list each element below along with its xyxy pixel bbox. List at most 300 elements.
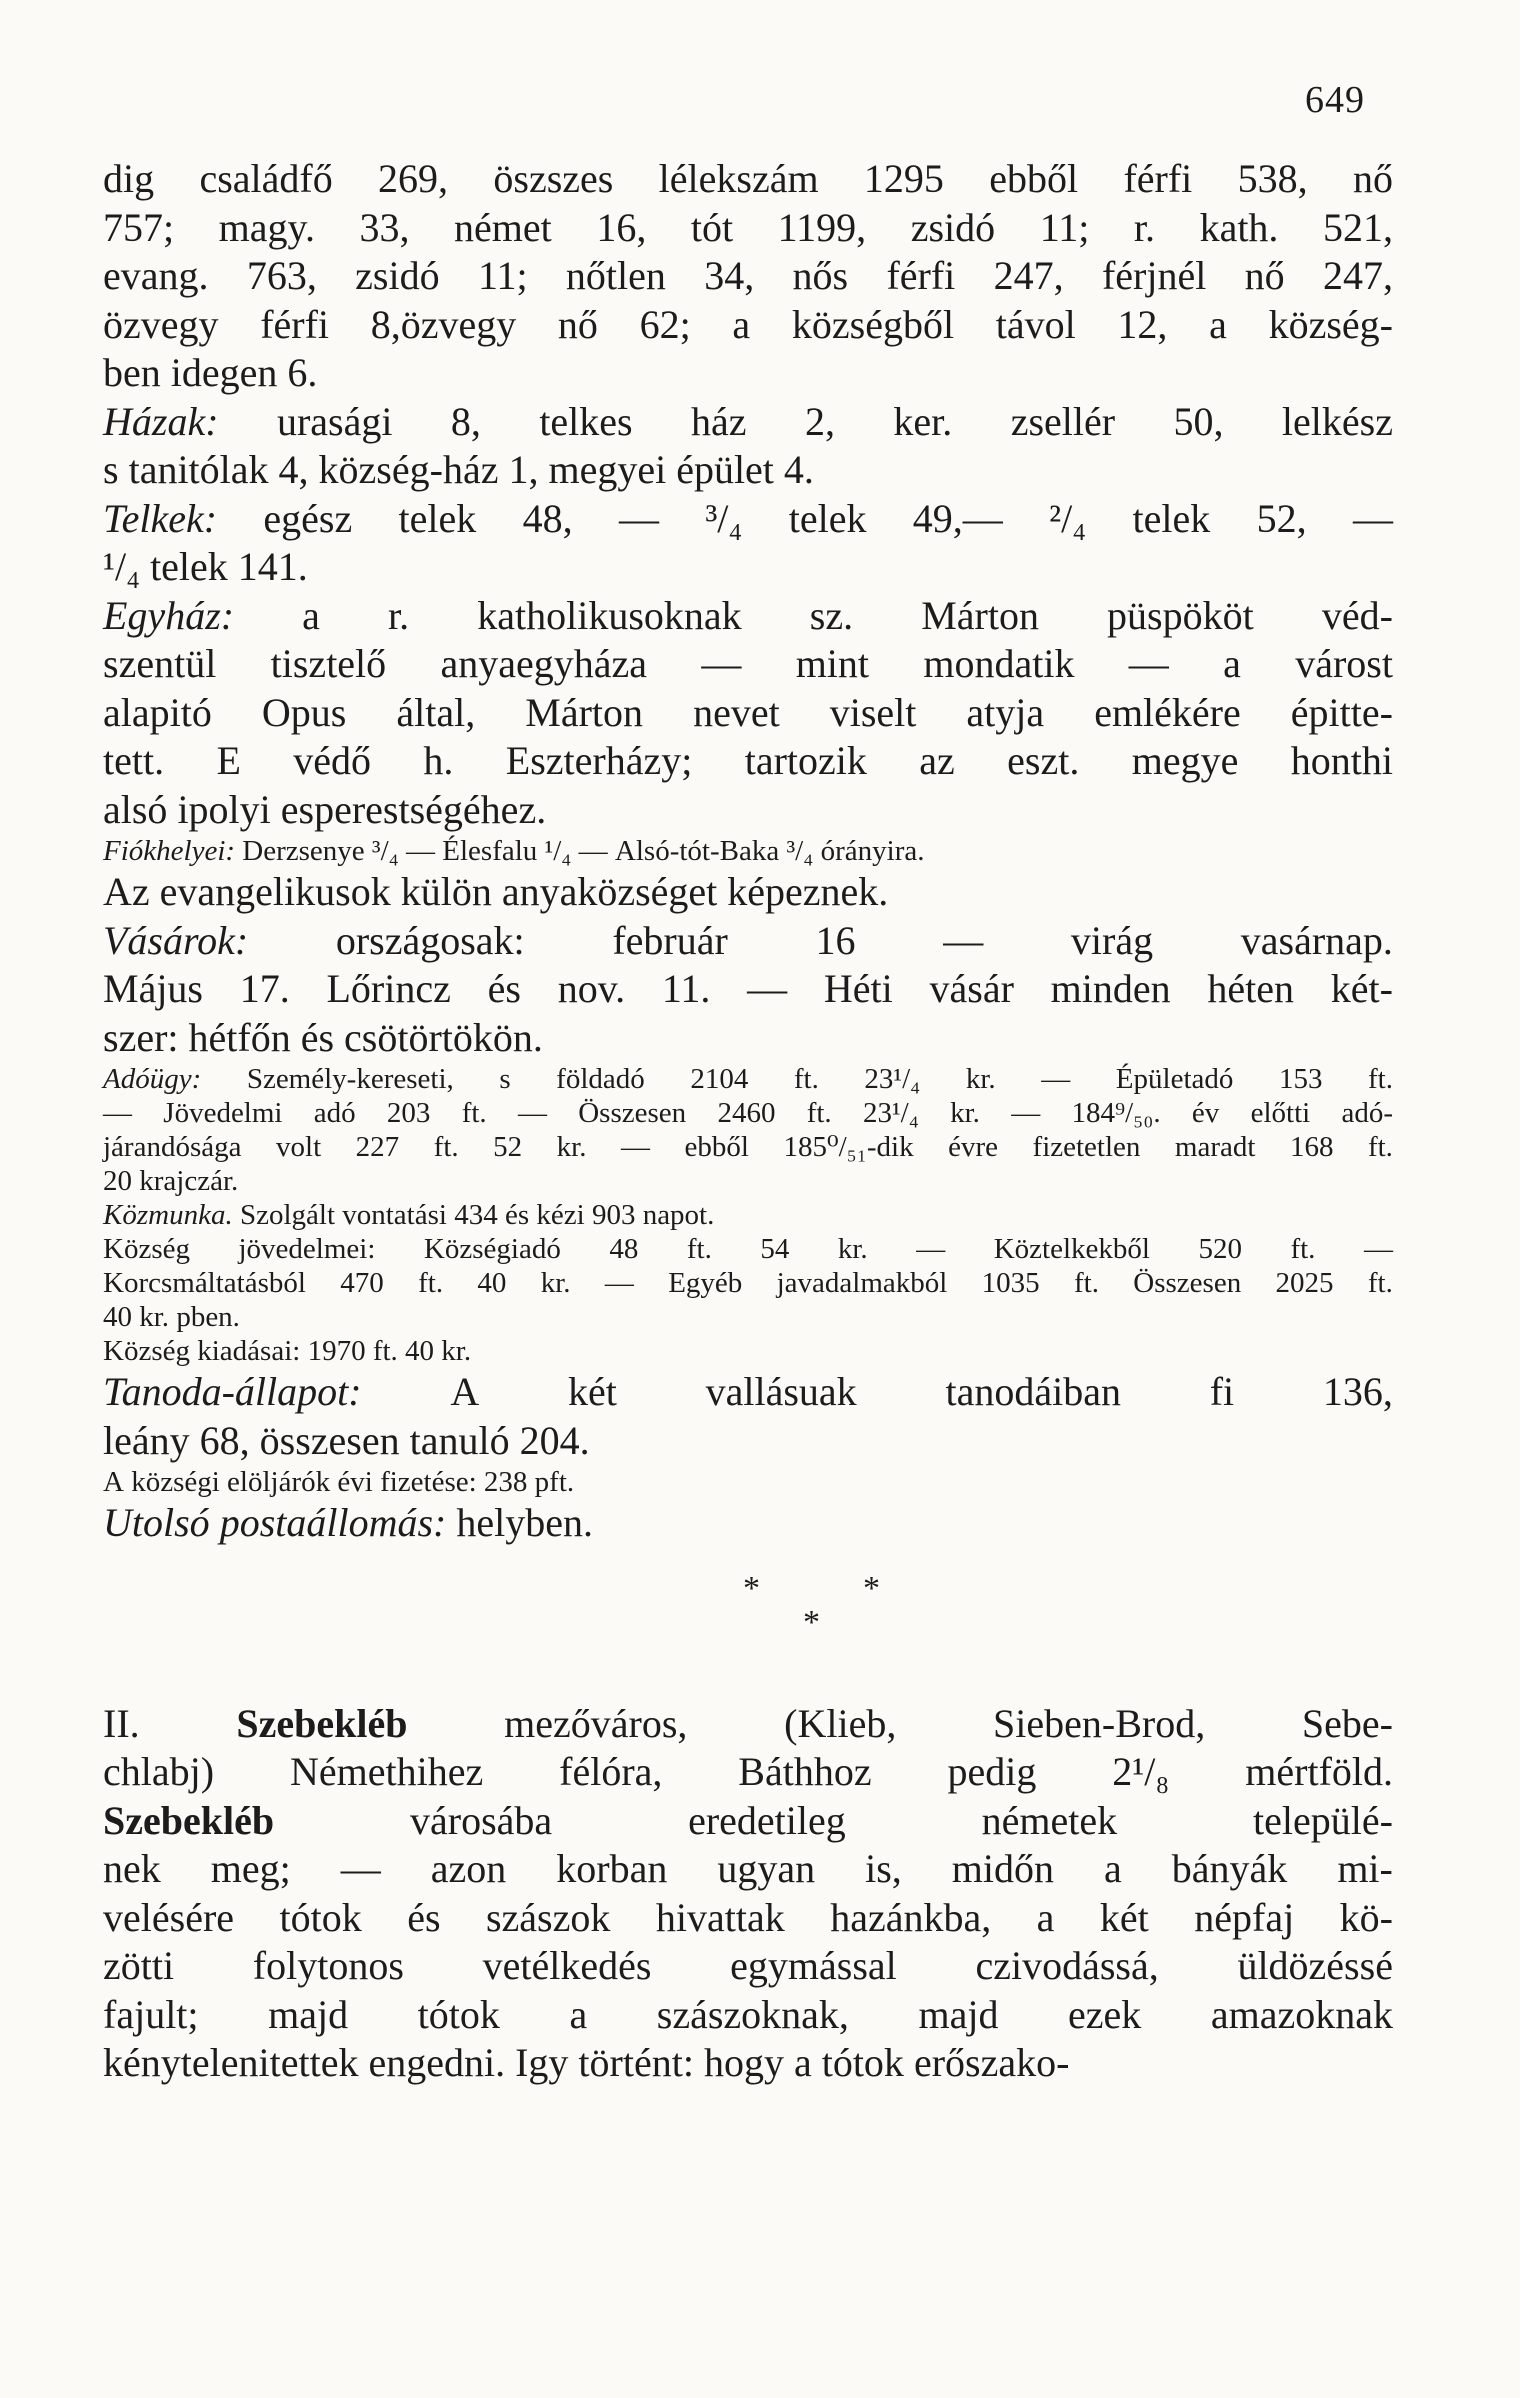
word: —	[1352, 495, 1393, 541]
word: németek	[981, 1797, 1118, 1843]
word: 1035	[981, 1267, 1040, 1299]
word: összesen	[259, 1417, 400, 1463]
text-line	[103, 1942, 1393, 1991]
word: amazoknak	[1210, 1991, 1393, 2037]
paragraph	[103, 1368, 1393, 1465]
word: minden	[1050, 966, 1171, 1011]
word: 2460	[717, 1097, 776, 1129]
word: kr.	[441, 1335, 472, 1367]
separator-star: *	[803, 1603, 820, 1641]
word: előtti	[1250, 1097, 1311, 1129]
word: maradt	[1174, 1131, 1256, 1163]
word: Az	[103, 869, 150, 914]
word: 50,	[1173, 398, 1224, 444]
word: ebből	[989, 156, 1079, 201]
word: is,	[865, 1846, 902, 1891]
paragraph	[103, 917, 1393, 1063]
word: Lőrincz	[326, 966, 451, 1011]
word: II.	[103, 1700, 140, 1746]
word: 2104	[690, 1063, 749, 1095]
word: fi	[1209, 1369, 1235, 1414]
word: Község	[103, 1233, 190, 1265]
word: tót	[690, 204, 734, 250]
word: viselt	[829, 689, 917, 735]
word: pedig	[947, 1749, 1037, 1794]
word: ft.	[418, 1267, 444, 1299]
word: telek	[150, 544, 228, 589]
word: —	[340, 1846, 381, 1891]
word: héten	[1207, 966, 1295, 1011]
word: 1199,	[777, 204, 867, 250]
small-print-paragraph	[103, 1334, 1393, 1368]
word: azon	[430, 1846, 507, 1891]
word: —	[1011, 1097, 1041, 1129]
word: ház	[691, 398, 747, 444]
word: meg;	[210, 1846, 291, 1891]
word: és	[504, 1199, 530, 1231]
text-line	[103, 689, 1393, 738]
text-line	[103, 1130, 1393, 1164]
word: anyaegyháza	[440, 641, 648, 686]
word: ft.	[806, 1097, 832, 1129]
word: üldözéssé	[1237, 1943, 1393, 1988]
word: atyja	[966, 689, 1045, 735]
word: távol	[995, 301, 1076, 347]
word: férjnél	[1101, 253, 1207, 298]
word: erőszako-	[913, 2040, 1070, 2085]
word: Némethihez	[289, 1749, 484, 1794]
word: ft.	[1368, 1063, 1393, 1095]
word: tótok	[821, 2040, 904, 2085]
word: védő	[293, 738, 372, 783]
word: 470	[340, 1267, 384, 1299]
word: és	[487, 966, 521, 1011]
separator-star: *	[743, 1569, 760, 1607]
word: és	[407, 1894, 441, 1940]
word: elöljárók	[227, 1466, 331, 1498]
word: —	[747, 966, 788, 1011]
word: mi-	[1337, 1846, 1393, 1891]
word: által,	[396, 689, 476, 735]
word: esperestségéhez.	[280, 786, 547, 832]
word: lélekszám	[658, 156, 819, 201]
text-line	[103, 543, 1393, 592]
word: 538,	[1237, 156, 1308, 201]
word: —	[604, 1267, 634, 1299]
word: alsó	[103, 786, 168, 832]
word: ezek	[1068, 1991, 1142, 2037]
text-line	[103, 155, 1393, 204]
word: sz.	[809, 592, 854, 638]
paragraph	[103, 495, 1393, 592]
word: alapitó	[103, 689, 212, 735]
text-line	[103, 1164, 1393, 1198]
word: —	[517, 1097, 547, 1129]
word: magy.	[218, 204, 315, 250]
text-line	[103, 1334, 1393, 1368]
word: tanuló	[409, 1417, 510, 1463]
word: czivodássá,	[975, 1943, 1159, 1988]
word: hazánkba,	[830, 1894, 992, 1940]
word: Épületadó	[1115, 1063, 1234, 1095]
word: anyaközséget	[501, 869, 718, 914]
word: Tanoda-állapot:	[103, 1369, 362, 1414]
word: egymással	[730, 1943, 897, 1988]
word: 247,	[1322, 253, 1393, 298]
text-line	[103, 1014, 1393, 1063]
word: urasági	[276, 398, 393, 444]
word: leány	[103, 1417, 190, 1463]
word: 62;	[639, 301, 691, 347]
word: 1970	[307, 1335, 366, 1367]
word: megye	[1131, 738, 1239, 783]
text-line	[103, 1894, 1393, 1943]
paragraph	[103, 155, 1393, 398]
word: Közmunka.	[103, 1199, 233, 1231]
text-line	[103, 917, 1393, 966]
word: megyei	[548, 447, 667, 492]
word: családfő	[199, 156, 333, 201]
word: pft.	[534, 1466, 575, 1498]
word: községi	[131, 1466, 220, 1498]
word: nő	[1244, 253, 1285, 298]
word: —	[578, 835, 608, 867]
text-line	[103, 1465, 1393, 1499]
word: kénytelenitettek	[103, 2040, 359, 2085]
word: —	[618, 495, 659, 541]
paragraph	[103, 592, 1393, 835]
word: kézi	[536, 1199, 585, 1231]
word: Szebekléb	[236, 1700, 408, 1746]
word: és	[300, 1014, 335, 1060]
word: —	[916, 1233, 946, 1265]
word: 185⁰/₅₁-dik	[783, 1131, 914, 1163]
word: városába	[410, 1797, 553, 1843]
word: 168	[1289, 1131, 1334, 1163]
word: kr.	[950, 1097, 980, 1129]
word: Utolsó	[103, 1500, 210, 1545]
text-line	[103, 1198, 1393, 1232]
word: ³/₄	[786, 835, 814, 867]
word: 247,	[993, 253, 1064, 298]
word: szer:	[103, 1014, 179, 1060]
word: r.	[388, 592, 410, 638]
word: két-	[1330, 966, 1393, 1011]
word: a	[793, 2040, 812, 2085]
word: 40	[405, 1335, 435, 1367]
word: postaállomás:	[219, 1500, 447, 1545]
word: tartozik	[744, 738, 867, 783]
word: 141.	[237, 544, 308, 589]
word: tanodáiban	[945, 1369, 1121, 1414]
word: majd	[268, 1991, 349, 2037]
word: külön	[400, 869, 492, 914]
word: telkes	[539, 398, 633, 444]
word: (Klieb,	[784, 1700, 897, 1746]
text-line	[103, 301, 1393, 350]
word: —	[103, 1097, 132, 1129]
word: Jövedelmi	[163, 1097, 283, 1129]
text-line	[103, 204, 1393, 253]
word: év	[1191, 1097, 1220, 1129]
separator-star: *	[863, 1569, 880, 1607]
word: települé-	[1253, 1797, 1393, 1843]
paragraph	[103, 868, 1393, 917]
word: órányira.	[820, 835, 925, 867]
word: vásár	[929, 966, 1014, 1011]
word: Vásárok:	[103, 917, 249, 963]
text-line	[103, 1748, 1393, 1797]
word: A	[103, 1466, 124, 1498]
word: velésére	[103, 1894, 235, 1940]
word: Egyéb	[668, 1267, 743, 1299]
word: 2025	[1275, 1267, 1334, 1299]
word: ft.	[1367, 1131, 1393, 1163]
word: 52,	[1256, 495, 1307, 541]
word: nov.	[557, 966, 626, 1011]
small-print-paragraph	[103, 1232, 1393, 1334]
text-line	[103, 349, 1393, 398]
word: vasárnap.	[1240, 917, 1393, 963]
text-line	[103, 1700, 1393, 1749]
word: 48,	[522, 495, 573, 541]
text-line	[103, 398, 1393, 447]
word: Márton	[525, 689, 644, 735]
word: ebből	[684, 1131, 749, 1163]
word: a	[569, 1991, 588, 2037]
word: engedni.	[368, 2040, 506, 2085]
word: ¹/₄	[103, 544, 141, 589]
word: nő	[557, 301, 598, 347]
text-line	[103, 1797, 1393, 1846]
word: 16	[815, 917, 856, 963]
word: 4.	[783, 447, 814, 492]
word: mértföld.	[1245, 1749, 1393, 1794]
paragraph	[103, 1499, 1393, 1548]
text-line	[103, 1499, 1393, 1548]
word: telek	[1132, 495, 1211, 541]
word: Egyház:	[103, 592, 235, 638]
word: püspököt	[1107, 592, 1254, 638]
word: öszszes	[493, 156, 614, 201]
word: ft.	[793, 1063, 819, 1095]
text-line	[103, 868, 1393, 917]
word: kö-	[1339, 1894, 1393, 1940]
small-print-paragraph	[103, 1198, 1393, 1232]
word: dig	[103, 156, 155, 201]
word: E	[216, 738, 241, 783]
text-line	[103, 737, 1393, 786]
text-line	[103, 1368, 1393, 1417]
word: Összesen	[578, 1097, 687, 1129]
word: várost	[1295, 641, 1393, 686]
word: képeznek.	[727, 869, 889, 914]
word: tótok	[417, 1991, 500, 2037]
word: evangelikusok	[159, 869, 391, 914]
text-line	[103, 1062, 1393, 1096]
word: hétfőn	[188, 1014, 291, 1060]
small-print-paragraph	[103, 834, 1393, 868]
word: csötörtökön.	[344, 1014, 543, 1060]
text-line	[103, 2039, 1393, 2088]
word: —	[406, 835, 436, 867]
text-line	[103, 495, 1393, 544]
word: földadó	[556, 1063, 645, 1095]
word: javadalmakból	[776, 1267, 948, 1299]
section-separator	[103, 1570, 1393, 1660]
word: 757;	[103, 204, 175, 250]
word: mint	[795, 641, 870, 686]
word: szentül	[103, 641, 217, 686]
word: Márton	[921, 592, 1039, 638]
word: 434	[454, 1199, 498, 1231]
word: majd	[918, 1991, 999, 2037]
word: 203	[386, 1097, 431, 1129]
word: —	[1363, 1233, 1393, 1265]
word: krajczár.	[139, 1165, 239, 1197]
word: eredetileg	[688, 1797, 846, 1843]
word: 153	[1278, 1063, 1323, 1095]
small-print-paragraph	[103, 1465, 1393, 1499]
word: evang.	[103, 253, 209, 298]
word: február	[612, 917, 728, 963]
word: félóra,	[559, 1749, 663, 1794]
word: idegen	[170, 350, 278, 395]
word: község-ház	[318, 447, 499, 492]
word: napot.	[642, 1199, 715, 1231]
word: nek	[103, 1846, 161, 1891]
word: midőn	[951, 1846, 1055, 1891]
word: épitte-	[1290, 689, 1393, 735]
word: Derzsenye	[242, 835, 365, 867]
word: ft.	[1074, 1267, 1099, 1299]
word: emlékére	[1094, 689, 1241, 735]
word: tótok	[279, 1894, 362, 1940]
word: 33,	[359, 204, 410, 250]
word: 11;	[1039, 204, 1090, 250]
word: ft.	[686, 1233, 712, 1265]
word: telek	[398, 495, 477, 541]
word: a	[732, 301, 751, 347]
word: helyben.	[456, 1500, 593, 1545]
word: 184⁹/₅₀.	[1071, 1097, 1161, 1129]
word: honthi	[1290, 738, 1393, 783]
small-print-paragraph	[103, 1062, 1393, 1198]
word: 34,	[704, 253, 755, 298]
word: a	[1209, 301, 1227, 347]
word: tanitólak	[128, 447, 269, 492]
word: s	[103, 447, 119, 492]
word: —	[621, 1131, 650, 1163]
word: 12,	[1117, 301, 1168, 347]
word: 903	[591, 1199, 636, 1231]
word: özvegy	[103, 301, 219, 347]
text-line	[103, 640, 1393, 689]
word: Héti	[823, 966, 893, 1011]
word: —	[1041, 1063, 1071, 1095]
word: 48	[609, 1233, 639, 1265]
word: kath.	[1199, 204, 1279, 250]
word: 1,	[508, 447, 539, 492]
word: ¹/₄	[544, 835, 572, 867]
word: a	[1223, 641, 1241, 686]
word: ft.	[1290, 1233, 1316, 1265]
word: ugyan	[717, 1846, 816, 1891]
word: országosak:	[335, 917, 525, 963]
word: 8,	[450, 398, 481, 444]
word: 227	[355, 1131, 400, 1163]
word: ft.	[461, 1097, 487, 1129]
word: 11.	[661, 966, 711, 1011]
word: 23¹/₄	[864, 1063, 921, 1095]
word: 521,	[1322, 204, 1393, 250]
word: ft.	[1367, 1267, 1393, 1299]
word: Alsó-tót-Baka	[614, 835, 780, 867]
word: vetélkedés	[482, 1943, 652, 1988]
paragraph	[103, 398, 1393, 495]
word: az	[919, 738, 955, 783]
word: nevet	[693, 689, 780, 735]
word: népfaj	[1194, 1894, 1295, 1940]
word: telek	[788, 495, 867, 541]
word: volt	[276, 1131, 322, 1163]
word: Sieben-Brod,	[993, 1700, 1206, 1746]
word: fizetése:	[380, 1466, 477, 1498]
word: 49,—	[912, 495, 1003, 541]
word: adó	[313, 1097, 356, 1129]
text-line	[103, 1417, 1393, 1466]
word: 8,özvegy	[370, 301, 517, 347]
word: 2¹/₈	[1112, 1749, 1170, 1794]
word: h.	[423, 738, 454, 783]
word: s	[499, 1063, 511, 1095]
word: fizetetlen	[1032, 1131, 1141, 1163]
word: német	[454, 204, 552, 250]
text-line	[103, 1991, 1393, 2040]
word: 238	[483, 1466, 528, 1498]
word: Szebekléb	[103, 1797, 275, 1843]
word: 23¹/₄	[862, 1097, 919, 1129]
word: zsidó	[355, 253, 440, 298]
text-line	[103, 1300, 1393, 1334]
text-line	[103, 1845, 1393, 1894]
word: —	[943, 917, 984, 963]
word: évre	[948, 1131, 999, 1163]
word: bányák	[1171, 1846, 1288, 1891]
text-line	[103, 1096, 1393, 1130]
word: szászok	[485, 1894, 611, 1940]
word: kr.	[540, 1267, 571, 1299]
word: Eszterházy;	[505, 738, 693, 783]
word: Május	[103, 966, 203, 1011]
word: virág	[1070, 917, 1154, 963]
word: —	[701, 641, 742, 686]
word: vontatási	[342, 1199, 447, 1231]
word: 11;	[477, 253, 528, 298]
word: Telkek:	[103, 495, 218, 541]
word: nős	[792, 253, 849, 298]
word: zsidó	[910, 204, 996, 250]
word: hivattak	[655, 1894, 785, 1940]
word: Báthhoz	[738, 1749, 872, 1794]
word: mezőváros,	[504, 1700, 688, 1746]
word: Házak:	[103, 398, 219, 444]
word: a	[1036, 1894, 1055, 1940]
word: folytonos	[252, 1943, 404, 1988]
word: férfi	[886, 253, 956, 298]
word: községből	[791, 301, 955, 347]
word: ²/₄	[1049, 495, 1087, 541]
